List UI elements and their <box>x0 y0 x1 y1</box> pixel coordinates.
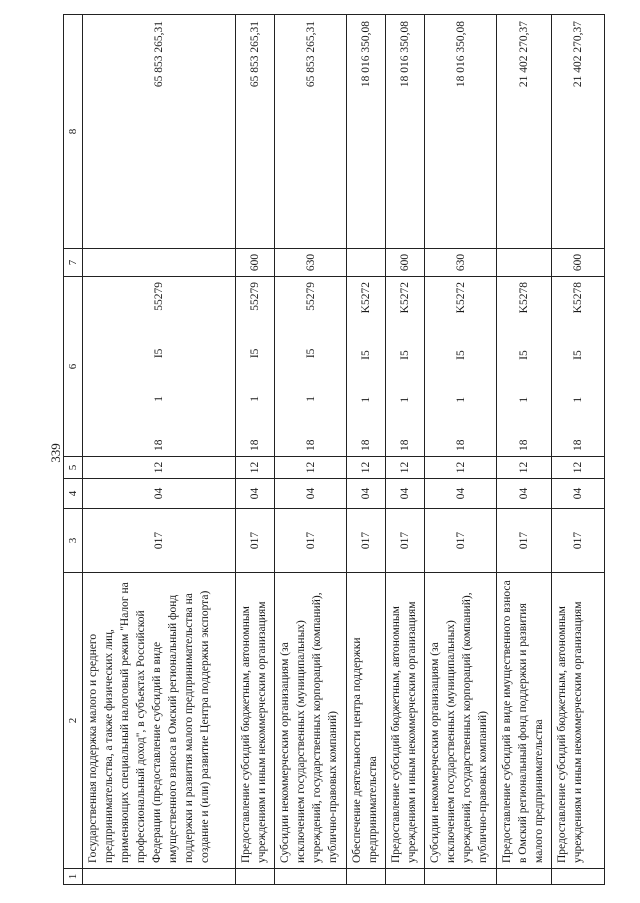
cell-section: 04 <box>83 479 236 509</box>
cell-admin-code: 017 <box>83 509 236 573</box>
cell-target-article <box>497 277 552 457</box>
target-article-part: 18 <box>360 439 372 451</box>
cell-admin-code: 017 <box>236 509 275 573</box>
table-row <box>552 15 605 885</box>
column-header-1: 1 <box>64 869 83 885</box>
cell-admin-code: 017 <box>275 509 347 573</box>
target-article-part: 1 <box>572 396 584 403</box>
target-article-part: 55279 <box>249 282 261 311</box>
target-article-part: 18 <box>249 439 261 451</box>
target-article-part: K5278 <box>572 282 584 314</box>
target-article-part: 55279 <box>153 282 165 311</box>
cell-empty <box>497 869 552 885</box>
column-header-8: 8 <box>64 15 83 249</box>
cell-name: Государственная поддержка малого и среднего предпринимательства, а также физических лиц, применяющих специальный налоговый режим "Налог на профессиональный доход", в субъектах Российской Федерации (предоставление субсидий в виде имущественного взноса в Омский региональный фонд поддержки и развития малого предпринимательства на создание и (или) развитие Центра поддержки экспорта) <box>83 573 236 869</box>
target-article-part: I5 <box>153 348 165 359</box>
cell-section: 04 <box>425 479 497 509</box>
cell-target-article <box>83 277 236 457</box>
target-article-part: I5 <box>360 350 372 360</box>
cell-amount: 65 853 265,31 <box>275 15 347 249</box>
cell-expense-type: 600 <box>552 249 605 277</box>
target-article-part: K5278 <box>518 282 530 314</box>
target-article-part: K5272 <box>360 282 372 314</box>
cell-admin-code: 017 <box>552 509 605 573</box>
column-header-3: 3 <box>64 509 83 573</box>
cell-empty <box>425 869 497 885</box>
cell-amount: 18 016 350,08 <box>347 15 386 249</box>
cell-subsection: 12 <box>497 457 552 479</box>
target-article-part: 18 <box>153 439 165 451</box>
cell-admin-code: 017 <box>347 509 386 573</box>
table-row <box>497 15 552 885</box>
cell-amount: 65 853 265,31 <box>236 15 275 249</box>
cell-target-article <box>425 277 497 457</box>
cell-target-article <box>236 277 275 457</box>
cell-expense-type <box>497 249 552 277</box>
cell-name: Субсидии некоммерческим организациям (за исключением государственных (муниципальных) учреждений, государственных корпораций (компаний), публично-правовых компаний) <box>275 573 347 869</box>
target-article-part: I5 <box>572 350 584 360</box>
cell-name: Предоставление субсидий бюджетным, автономным учреждениям и иным некоммерческим организациям <box>386 573 425 869</box>
cell-subsection: 12 <box>425 457 497 479</box>
target-article-part: 1 <box>399 396 411 403</box>
target-article-part: 1 <box>153 395 165 402</box>
cell-amount: 65 853 265,31 <box>83 15 236 249</box>
target-article-part: K5272 <box>399 282 411 314</box>
cell-section: 04 <box>386 479 425 509</box>
cell-empty <box>83 869 236 885</box>
cell-expense-type: 630 <box>275 249 347 277</box>
cell-section: 04 <box>236 479 275 509</box>
cell-empty <box>275 869 347 885</box>
budget-table-sheet <box>63 15 603 885</box>
cell-target-article <box>275 277 347 457</box>
table-row <box>347 15 386 885</box>
cell-admin-code: 017 <box>386 509 425 573</box>
cell-subsection: 12 <box>386 457 425 479</box>
cell-empty <box>552 869 605 885</box>
table-row <box>236 15 275 885</box>
target-article-part: I5 <box>399 350 411 360</box>
target-article-part: K5272 <box>454 282 467 314</box>
target-article-part: I5 <box>304 348 317 359</box>
table-row <box>386 15 425 885</box>
target-article-part: 1 <box>304 395 317 402</box>
cell-target-article <box>552 277 605 457</box>
table-row <box>425 15 497 885</box>
table-row <box>83 15 236 885</box>
cell-expense-type: 600 <box>386 249 425 277</box>
cell-section: 04 <box>347 479 386 509</box>
cell-admin-code: 017 <box>425 509 497 573</box>
target-article-part: I5 <box>454 350 467 360</box>
cell-name: Предоставление субсидий бюджетным, автономным учреждениям и иным некоммерческим организациям <box>236 573 275 869</box>
target-article-part: I5 <box>518 350 530 360</box>
target-article-part: 1 <box>518 396 530 403</box>
budget-table <box>63 14 605 885</box>
target-article-part: 1 <box>360 396 372 403</box>
column-header-7: 7 <box>64 249 83 277</box>
cell-expense-type: 600 <box>236 249 275 277</box>
target-article-part: 55279 <box>304 282 317 311</box>
cell-target-article <box>347 277 386 457</box>
column-header-6: 6 <box>64 277 83 457</box>
cell-name: Субсидии некоммерческим организациям (за исключением государственных (муниципальных) учреждений, государственных корпораций (компаний), публично-правовых компаний) <box>425 573 497 869</box>
column-number-row <box>64 15 83 885</box>
target-article-part: 1 <box>249 395 261 402</box>
cell-admin-code: 017 <box>497 509 552 573</box>
cell-expense-type <box>347 249 386 277</box>
cell-empty <box>236 869 275 885</box>
cell-subsection: 12 <box>552 457 605 479</box>
cell-name: Обеспечение деятельности центра поддержки предпринимательства <box>347 573 386 869</box>
cell-name: Предоставление субсидий в виде имущественного взноса в Омский региональный фонд поддержки и развития малого предпринимательства <box>497 573 552 869</box>
target-article-part: 1 <box>454 396 467 403</box>
cell-amount: 21 402 270,37 <box>552 15 605 249</box>
table-row <box>275 15 347 885</box>
cell-amount: 18 016 350,08 <box>386 15 425 249</box>
cell-subsection: 12 <box>347 457 386 479</box>
cell-amount: 21 402 270,37 <box>497 15 552 249</box>
cell-section: 04 <box>497 479 552 509</box>
target-article-part: 18 <box>572 439 584 451</box>
cell-subsection: 12 <box>236 457 275 479</box>
target-article-part: 18 <box>399 439 411 451</box>
cell-empty <box>347 869 386 885</box>
page-number: 339 <box>48 443 63 463</box>
target-article-part: 18 <box>518 439 530 451</box>
cell-section: 04 <box>552 479 605 509</box>
target-article-part: 18 <box>454 439 467 451</box>
cell-section: 04 <box>275 479 347 509</box>
cell-target-article <box>386 277 425 457</box>
column-header-4: 4 <box>64 479 83 509</box>
target-article-part: I5 <box>249 348 261 359</box>
cell-name: Предоставление субсидий бюджетным, автономным учреждениям и иным некоммерческим организациям <box>552 573 605 869</box>
cell-expense-type: 630 <box>425 249 497 277</box>
cell-expense-type <box>83 249 236 277</box>
cell-amount: 18 016 350,08 <box>425 15 497 249</box>
cell-subsection: 12 <box>275 457 347 479</box>
column-header-2: 2 <box>64 573 83 869</box>
cell-subsection: 12 <box>83 457 236 479</box>
target-article-part: 18 <box>304 439 317 451</box>
cell-empty <box>386 869 425 885</box>
column-header-5: 5 <box>64 457 83 479</box>
